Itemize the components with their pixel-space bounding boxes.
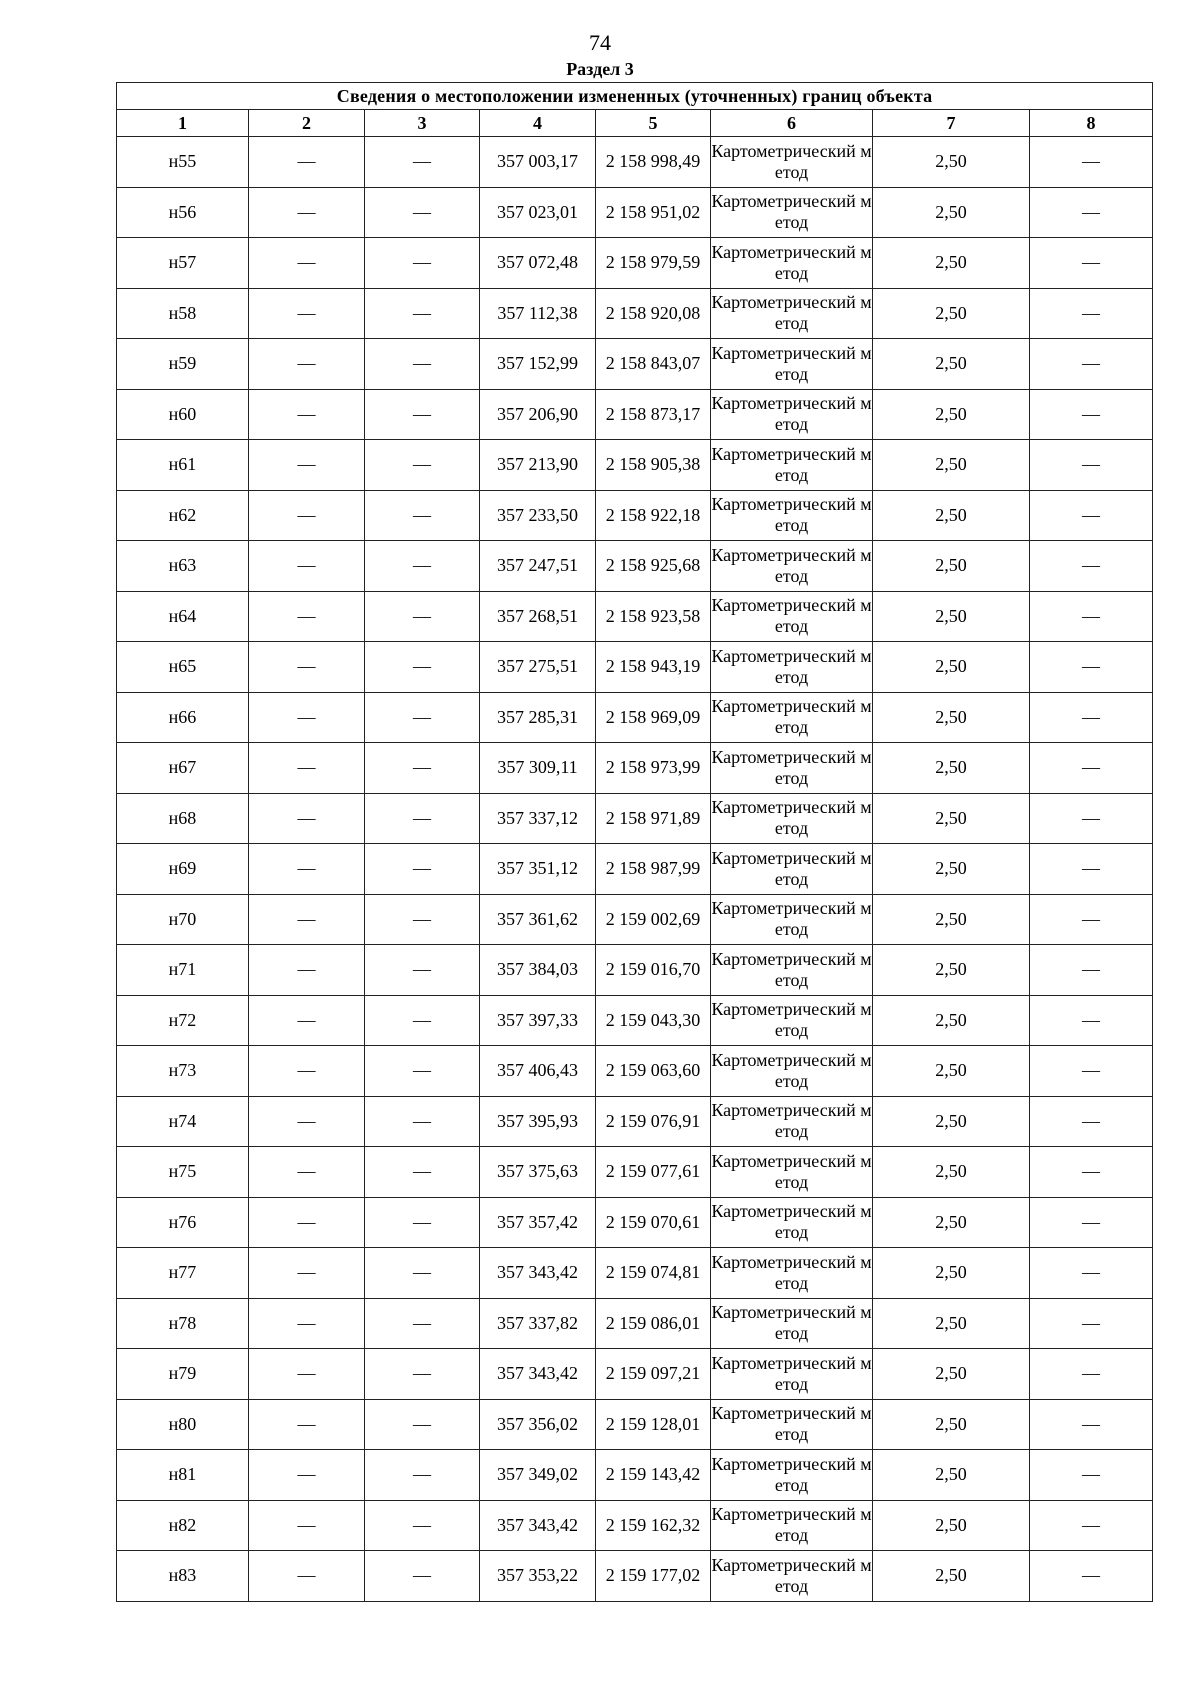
table-row	[117, 692, 1153, 743]
empty-value-cell: —	[1030, 995, 1153, 1046]
empty-value-cell: —	[249, 894, 365, 945]
x-coordinate-cell: 357 285,31	[480, 692, 596, 743]
table-row	[117, 642, 1153, 693]
method-cell: Картометрический метод	[711, 945, 873, 996]
boundary-coordinates-table	[116, 82, 1153, 1602]
accuracy-cell: 2,50	[873, 389, 1030, 440]
table-caption: Сведения о местоположении измененных (уточненных) границ объекта	[117, 83, 1153, 110]
y-coordinate-cell: 2 159 043,30	[596, 995, 711, 1046]
empty-value-cell: —	[249, 793, 365, 844]
accuracy-cell: 2,50	[873, 844, 1030, 895]
point-name-cell: н60	[117, 389, 249, 440]
accuracy-cell: 2,50	[873, 692, 1030, 743]
y-coordinate-cell: 2 159 128,01	[596, 1399, 711, 1450]
x-coordinate-cell: 357 337,82	[480, 1298, 596, 1349]
point-name-cell: н71	[117, 945, 249, 996]
empty-value-cell: —	[365, 894, 480, 945]
empty-value-cell: —	[1030, 642, 1153, 693]
accuracy-cell: 2,50	[873, 1248, 1030, 1299]
empty-value-cell: —	[249, 1500, 365, 1551]
empty-value-cell: —	[249, 1349, 365, 1400]
empty-value-cell: —	[365, 995, 480, 1046]
point-name-cell: н56	[117, 187, 249, 238]
empty-value-cell: —	[365, 1450, 480, 1501]
method-cell: Картометрический метод	[711, 894, 873, 945]
column-number: 2	[249, 110, 365, 137]
column-number: 8	[1030, 110, 1153, 137]
empty-value-cell: —	[249, 642, 365, 693]
table-row	[117, 1298, 1153, 1349]
y-coordinate-cell: 2 159 097,21	[596, 1349, 711, 1400]
empty-value-cell: —	[365, 1399, 480, 1450]
empty-value-cell: —	[365, 692, 480, 743]
column-number-row	[117, 110, 1153, 137]
table-row	[117, 339, 1153, 390]
empty-value-cell: —	[1030, 1248, 1153, 1299]
method-cell: Картометрический метод	[711, 1298, 873, 1349]
empty-value-cell: —	[1030, 793, 1153, 844]
empty-value-cell: —	[249, 288, 365, 339]
point-name-cell: н55	[117, 137, 249, 188]
empty-value-cell: —	[365, 844, 480, 895]
x-coordinate-cell: 357 206,90	[480, 389, 596, 440]
empty-value-cell: —	[249, 238, 365, 289]
x-coordinate-cell: 357 395,93	[480, 1096, 596, 1147]
point-name-cell: н57	[117, 238, 249, 289]
accuracy-cell: 2,50	[873, 490, 1030, 541]
method-cell: Картометрический метод	[711, 389, 873, 440]
y-coordinate-cell: 2 158 979,59	[596, 238, 711, 289]
x-coordinate-cell: 357 112,38	[480, 288, 596, 339]
empty-value-cell: —	[249, 339, 365, 390]
point-name-cell: н67	[117, 743, 249, 794]
method-cell: Картометрический метод	[711, 995, 873, 1046]
empty-value-cell: —	[1030, 743, 1153, 794]
empty-value-cell: —	[1030, 945, 1153, 996]
empty-value-cell: —	[365, 1298, 480, 1349]
table-row	[117, 844, 1153, 895]
table-row	[117, 995, 1153, 1046]
empty-value-cell: —	[249, 490, 365, 541]
column-number: 6	[711, 110, 873, 137]
x-coordinate-cell: 357 361,62	[480, 894, 596, 945]
accuracy-cell: 2,50	[873, 440, 1030, 491]
accuracy-cell: 2,50	[873, 1551, 1030, 1602]
empty-value-cell: —	[249, 995, 365, 1046]
table-row	[117, 1096, 1153, 1147]
method-cell: Картометрический метод	[711, 187, 873, 238]
empty-value-cell: —	[249, 591, 365, 642]
y-coordinate-cell: 2 158 987,99	[596, 844, 711, 895]
empty-value-cell: —	[1030, 440, 1153, 491]
table-row	[117, 440, 1153, 491]
accuracy-cell: 2,50	[873, 945, 1030, 996]
accuracy-cell: 2,50	[873, 1450, 1030, 1501]
table-row	[117, 389, 1153, 440]
point-name-cell: н81	[117, 1450, 249, 1501]
accuracy-cell: 2,50	[873, 288, 1030, 339]
table-row	[117, 1046, 1153, 1097]
x-coordinate-cell: 357 233,50	[480, 490, 596, 541]
method-cell: Картометрический метод	[711, 288, 873, 339]
method-cell: Картометрический метод	[711, 1399, 873, 1450]
page-number: 74	[589, 30, 611, 55]
table-row	[117, 743, 1153, 794]
y-coordinate-cell: 2 158 923,58	[596, 591, 711, 642]
table-row	[117, 490, 1153, 541]
x-coordinate-cell: 357 349,02	[480, 1450, 596, 1501]
point-name-cell: н69	[117, 844, 249, 895]
empty-value-cell: —	[249, 541, 365, 592]
empty-value-cell: —	[1030, 137, 1153, 188]
x-coordinate-cell: 357 397,33	[480, 995, 596, 1046]
empty-value-cell: —	[249, 187, 365, 238]
y-coordinate-cell: 2 159 016,70	[596, 945, 711, 996]
empty-value-cell: —	[365, 339, 480, 390]
accuracy-cell: 2,50	[873, 1147, 1030, 1198]
x-coordinate-cell: 357 247,51	[480, 541, 596, 592]
accuracy-cell: 2,50	[873, 339, 1030, 390]
method-cell: Картометрический метод	[711, 1096, 873, 1147]
section-title: Раздел 3	[566, 59, 634, 79]
empty-value-cell: —	[1030, 1096, 1153, 1147]
empty-value-cell: —	[249, 1147, 365, 1198]
empty-value-cell: —	[249, 389, 365, 440]
empty-value-cell: —	[249, 844, 365, 895]
x-coordinate-cell: 357 275,51	[480, 642, 596, 693]
empty-value-cell: —	[365, 1096, 480, 1147]
accuracy-cell: 2,50	[873, 541, 1030, 592]
point-name-cell: н74	[117, 1096, 249, 1147]
point-name-cell: н78	[117, 1298, 249, 1349]
empty-value-cell: —	[365, 642, 480, 693]
table-row	[117, 1500, 1153, 1551]
empty-value-cell: —	[365, 238, 480, 289]
empty-value-cell: —	[365, 793, 480, 844]
empty-value-cell: —	[1030, 1500, 1153, 1551]
empty-value-cell: —	[1030, 389, 1153, 440]
point-name-cell: н70	[117, 894, 249, 945]
accuracy-cell: 2,50	[873, 793, 1030, 844]
accuracy-cell: 2,50	[873, 1046, 1030, 1097]
y-coordinate-cell: 2 158 922,18	[596, 490, 711, 541]
point-name-cell: н64	[117, 591, 249, 642]
table-row	[117, 1399, 1153, 1450]
accuracy-cell: 2,50	[873, 743, 1030, 794]
table-row	[117, 1248, 1153, 1299]
empty-value-cell: —	[1030, 541, 1153, 592]
empty-value-cell: —	[1030, 1399, 1153, 1450]
empty-value-cell: —	[365, 743, 480, 794]
y-coordinate-cell: 2 158 843,07	[596, 339, 711, 390]
point-name-cell: н82	[117, 1500, 249, 1551]
empty-value-cell: —	[1030, 187, 1153, 238]
accuracy-cell: 2,50	[873, 187, 1030, 238]
empty-value-cell: —	[365, 1147, 480, 1198]
table-row	[117, 1147, 1153, 1198]
column-number: 5	[596, 110, 711, 137]
empty-value-cell: —	[249, 1399, 365, 1450]
point-name-cell: н79	[117, 1349, 249, 1400]
method-cell: Картометрический метод	[711, 490, 873, 541]
point-name-cell: н68	[117, 793, 249, 844]
x-coordinate-cell: 357 406,43	[480, 1046, 596, 1097]
y-coordinate-cell: 2 158 873,17	[596, 389, 711, 440]
method-cell: Картометрический метод	[711, 238, 873, 289]
point-name-cell: н83	[117, 1551, 249, 1602]
method-cell: Картометрический метод	[711, 440, 873, 491]
y-coordinate-cell: 2 159 076,91	[596, 1096, 711, 1147]
empty-value-cell: —	[1030, 1298, 1153, 1349]
empty-value-cell: —	[1030, 1450, 1153, 1501]
table-row	[117, 945, 1153, 996]
empty-value-cell: —	[1030, 1349, 1153, 1400]
column-number: 1	[117, 110, 249, 137]
x-coordinate-cell: 357 213,90	[480, 440, 596, 491]
y-coordinate-cell: 2 159 077,61	[596, 1147, 711, 1198]
point-name-cell: н80	[117, 1399, 249, 1450]
empty-value-cell: —	[249, 692, 365, 743]
accuracy-cell: 2,50	[873, 1197, 1030, 1248]
empty-value-cell: —	[365, 288, 480, 339]
accuracy-cell: 2,50	[873, 894, 1030, 945]
empty-value-cell: —	[249, 1248, 365, 1299]
empty-value-cell: —	[1030, 1046, 1153, 1097]
empty-value-cell: —	[365, 1500, 480, 1551]
point-name-cell: н72	[117, 995, 249, 1046]
x-coordinate-cell: 357 309,11	[480, 743, 596, 794]
empty-value-cell: —	[1030, 692, 1153, 743]
empty-value-cell: —	[365, 1197, 480, 1248]
y-coordinate-cell: 2 158 998,49	[596, 137, 711, 188]
point-name-cell: н73	[117, 1046, 249, 1097]
accuracy-cell: 2,50	[873, 1349, 1030, 1400]
method-cell: Картометрический метод	[711, 591, 873, 642]
point-name-cell: н61	[117, 440, 249, 491]
method-cell: Картометрический метод	[711, 1500, 873, 1551]
empty-value-cell: —	[249, 440, 365, 491]
empty-value-cell: —	[249, 137, 365, 188]
y-coordinate-cell: 2 159 063,60	[596, 1046, 711, 1097]
empty-value-cell: —	[249, 1096, 365, 1147]
point-name-cell: н58	[117, 288, 249, 339]
method-cell: Картометрический метод	[711, 137, 873, 188]
empty-value-cell: —	[365, 541, 480, 592]
table-row	[117, 137, 1153, 188]
method-cell: Картометрический метод	[711, 339, 873, 390]
y-coordinate-cell: 2 159 070,61	[596, 1197, 711, 1248]
x-coordinate-cell: 357 343,42	[480, 1349, 596, 1400]
empty-value-cell: —	[1030, 288, 1153, 339]
x-coordinate-cell: 357 003,17	[480, 137, 596, 188]
empty-value-cell: —	[365, 137, 480, 188]
table-row	[117, 1197, 1153, 1248]
table-row	[117, 1551, 1153, 1602]
y-coordinate-cell: 2 159 074,81	[596, 1248, 711, 1299]
empty-value-cell: —	[1030, 1197, 1153, 1248]
table-row	[117, 1349, 1153, 1400]
method-cell: Картометрический метод	[711, 1046, 873, 1097]
x-coordinate-cell: 357 353,22	[480, 1551, 596, 1602]
empty-value-cell: —	[1030, 490, 1153, 541]
table-row	[117, 541, 1153, 592]
empty-value-cell: —	[1030, 1147, 1153, 1198]
accuracy-cell: 2,50	[873, 137, 1030, 188]
x-coordinate-cell: 357 337,12	[480, 793, 596, 844]
x-coordinate-cell: 357 268,51	[480, 591, 596, 642]
method-cell: Картометрический метод	[711, 541, 873, 592]
table-row	[117, 591, 1153, 642]
y-coordinate-cell: 2 159 086,01	[596, 1298, 711, 1349]
x-coordinate-cell: 357 384,03	[480, 945, 596, 996]
accuracy-cell: 2,50	[873, 995, 1030, 1046]
empty-value-cell: —	[365, 1551, 480, 1602]
method-cell: Картометрический метод	[711, 793, 873, 844]
point-name-cell: н63	[117, 541, 249, 592]
accuracy-cell: 2,50	[873, 642, 1030, 693]
y-coordinate-cell: 2 158 973,99	[596, 743, 711, 794]
accuracy-cell: 2,50	[873, 1298, 1030, 1349]
method-cell: Картометрический метод	[711, 692, 873, 743]
y-coordinate-cell: 2 158 905,38	[596, 440, 711, 491]
method-cell: Картометрический метод	[711, 1197, 873, 1248]
empty-value-cell: —	[365, 389, 480, 440]
y-coordinate-cell: 2 159 162,32	[596, 1500, 711, 1551]
x-coordinate-cell: 357 152,99	[480, 339, 596, 390]
empty-value-cell: —	[365, 440, 480, 491]
method-cell: Картометрический метод	[711, 1248, 873, 1299]
y-coordinate-cell: 2 158 920,08	[596, 288, 711, 339]
method-cell: Картометрический метод	[711, 642, 873, 693]
accuracy-cell: 2,50	[873, 238, 1030, 289]
empty-value-cell: —	[249, 1450, 365, 1501]
table-row	[117, 238, 1153, 289]
empty-value-cell: —	[365, 1046, 480, 1097]
table-row	[117, 793, 1153, 844]
point-name-cell: н76	[117, 1197, 249, 1248]
method-cell: Картометрический метод	[711, 743, 873, 794]
x-coordinate-cell: 357 375,63	[480, 1147, 596, 1198]
empty-value-cell: —	[365, 591, 480, 642]
y-coordinate-cell: 2 158 925,68	[596, 541, 711, 592]
column-number: 4	[480, 110, 596, 137]
method-cell: Картометрический метод	[711, 1349, 873, 1400]
column-number: 7	[873, 110, 1030, 137]
empty-value-cell: —	[365, 1349, 480, 1400]
point-name-cell: н66	[117, 692, 249, 743]
point-name-cell: н65	[117, 642, 249, 693]
x-coordinate-cell: 357 356,02	[480, 1399, 596, 1450]
y-coordinate-cell: 2 159 177,02	[596, 1551, 711, 1602]
method-cell: Картометрический метод	[711, 1551, 873, 1602]
empty-value-cell: —	[365, 945, 480, 996]
y-coordinate-cell: 2 158 951,02	[596, 187, 711, 238]
point-name-cell: н77	[117, 1248, 249, 1299]
table-row	[117, 1450, 1153, 1501]
method-cell: Картометрический метод	[711, 844, 873, 895]
method-cell: Картометрический метод	[711, 1450, 873, 1501]
accuracy-cell: 2,50	[873, 1500, 1030, 1551]
empty-value-cell: —	[249, 1197, 365, 1248]
y-coordinate-cell: 2 159 002,69	[596, 894, 711, 945]
empty-value-cell: —	[365, 490, 480, 541]
x-coordinate-cell: 357 343,42	[480, 1248, 596, 1299]
empty-value-cell: —	[249, 1551, 365, 1602]
table-row	[117, 187, 1153, 238]
empty-value-cell: —	[249, 743, 365, 794]
empty-value-cell: —	[249, 1298, 365, 1349]
point-name-cell: н59	[117, 339, 249, 390]
method-cell: Картометрический метод	[711, 1147, 873, 1198]
table-row	[117, 288, 1153, 339]
x-coordinate-cell: 357 072,48	[480, 238, 596, 289]
table-body	[117, 137, 1153, 1602]
y-coordinate-cell: 2 158 969,09	[596, 692, 711, 743]
y-coordinate-cell: 2 159 143,42	[596, 1450, 711, 1501]
empty-value-cell: —	[1030, 339, 1153, 390]
point-name-cell: н62	[117, 490, 249, 541]
x-coordinate-cell: 357 351,12	[480, 844, 596, 895]
empty-value-cell: —	[249, 1046, 365, 1097]
x-coordinate-cell: 357 023,01	[480, 187, 596, 238]
empty-value-cell: —	[1030, 844, 1153, 895]
empty-value-cell: —	[1030, 894, 1153, 945]
empty-value-cell: —	[249, 945, 365, 996]
x-coordinate-cell: 357 357,42	[480, 1197, 596, 1248]
empty-value-cell: —	[1030, 591, 1153, 642]
column-number: 3	[365, 110, 480, 137]
y-coordinate-cell: 2 158 943,19	[596, 642, 711, 693]
table-row	[117, 894, 1153, 945]
accuracy-cell: 2,50	[873, 1399, 1030, 1450]
empty-value-cell: —	[365, 1248, 480, 1299]
accuracy-cell: 2,50	[873, 591, 1030, 642]
empty-value-cell: —	[1030, 238, 1153, 289]
point-name-cell: н75	[117, 1147, 249, 1198]
y-coordinate-cell: 2 158 971,89	[596, 793, 711, 844]
x-coordinate-cell: 357 343,42	[480, 1500, 596, 1551]
empty-value-cell: —	[365, 187, 480, 238]
accuracy-cell: 2,50	[873, 1096, 1030, 1147]
empty-value-cell: —	[1030, 1551, 1153, 1602]
